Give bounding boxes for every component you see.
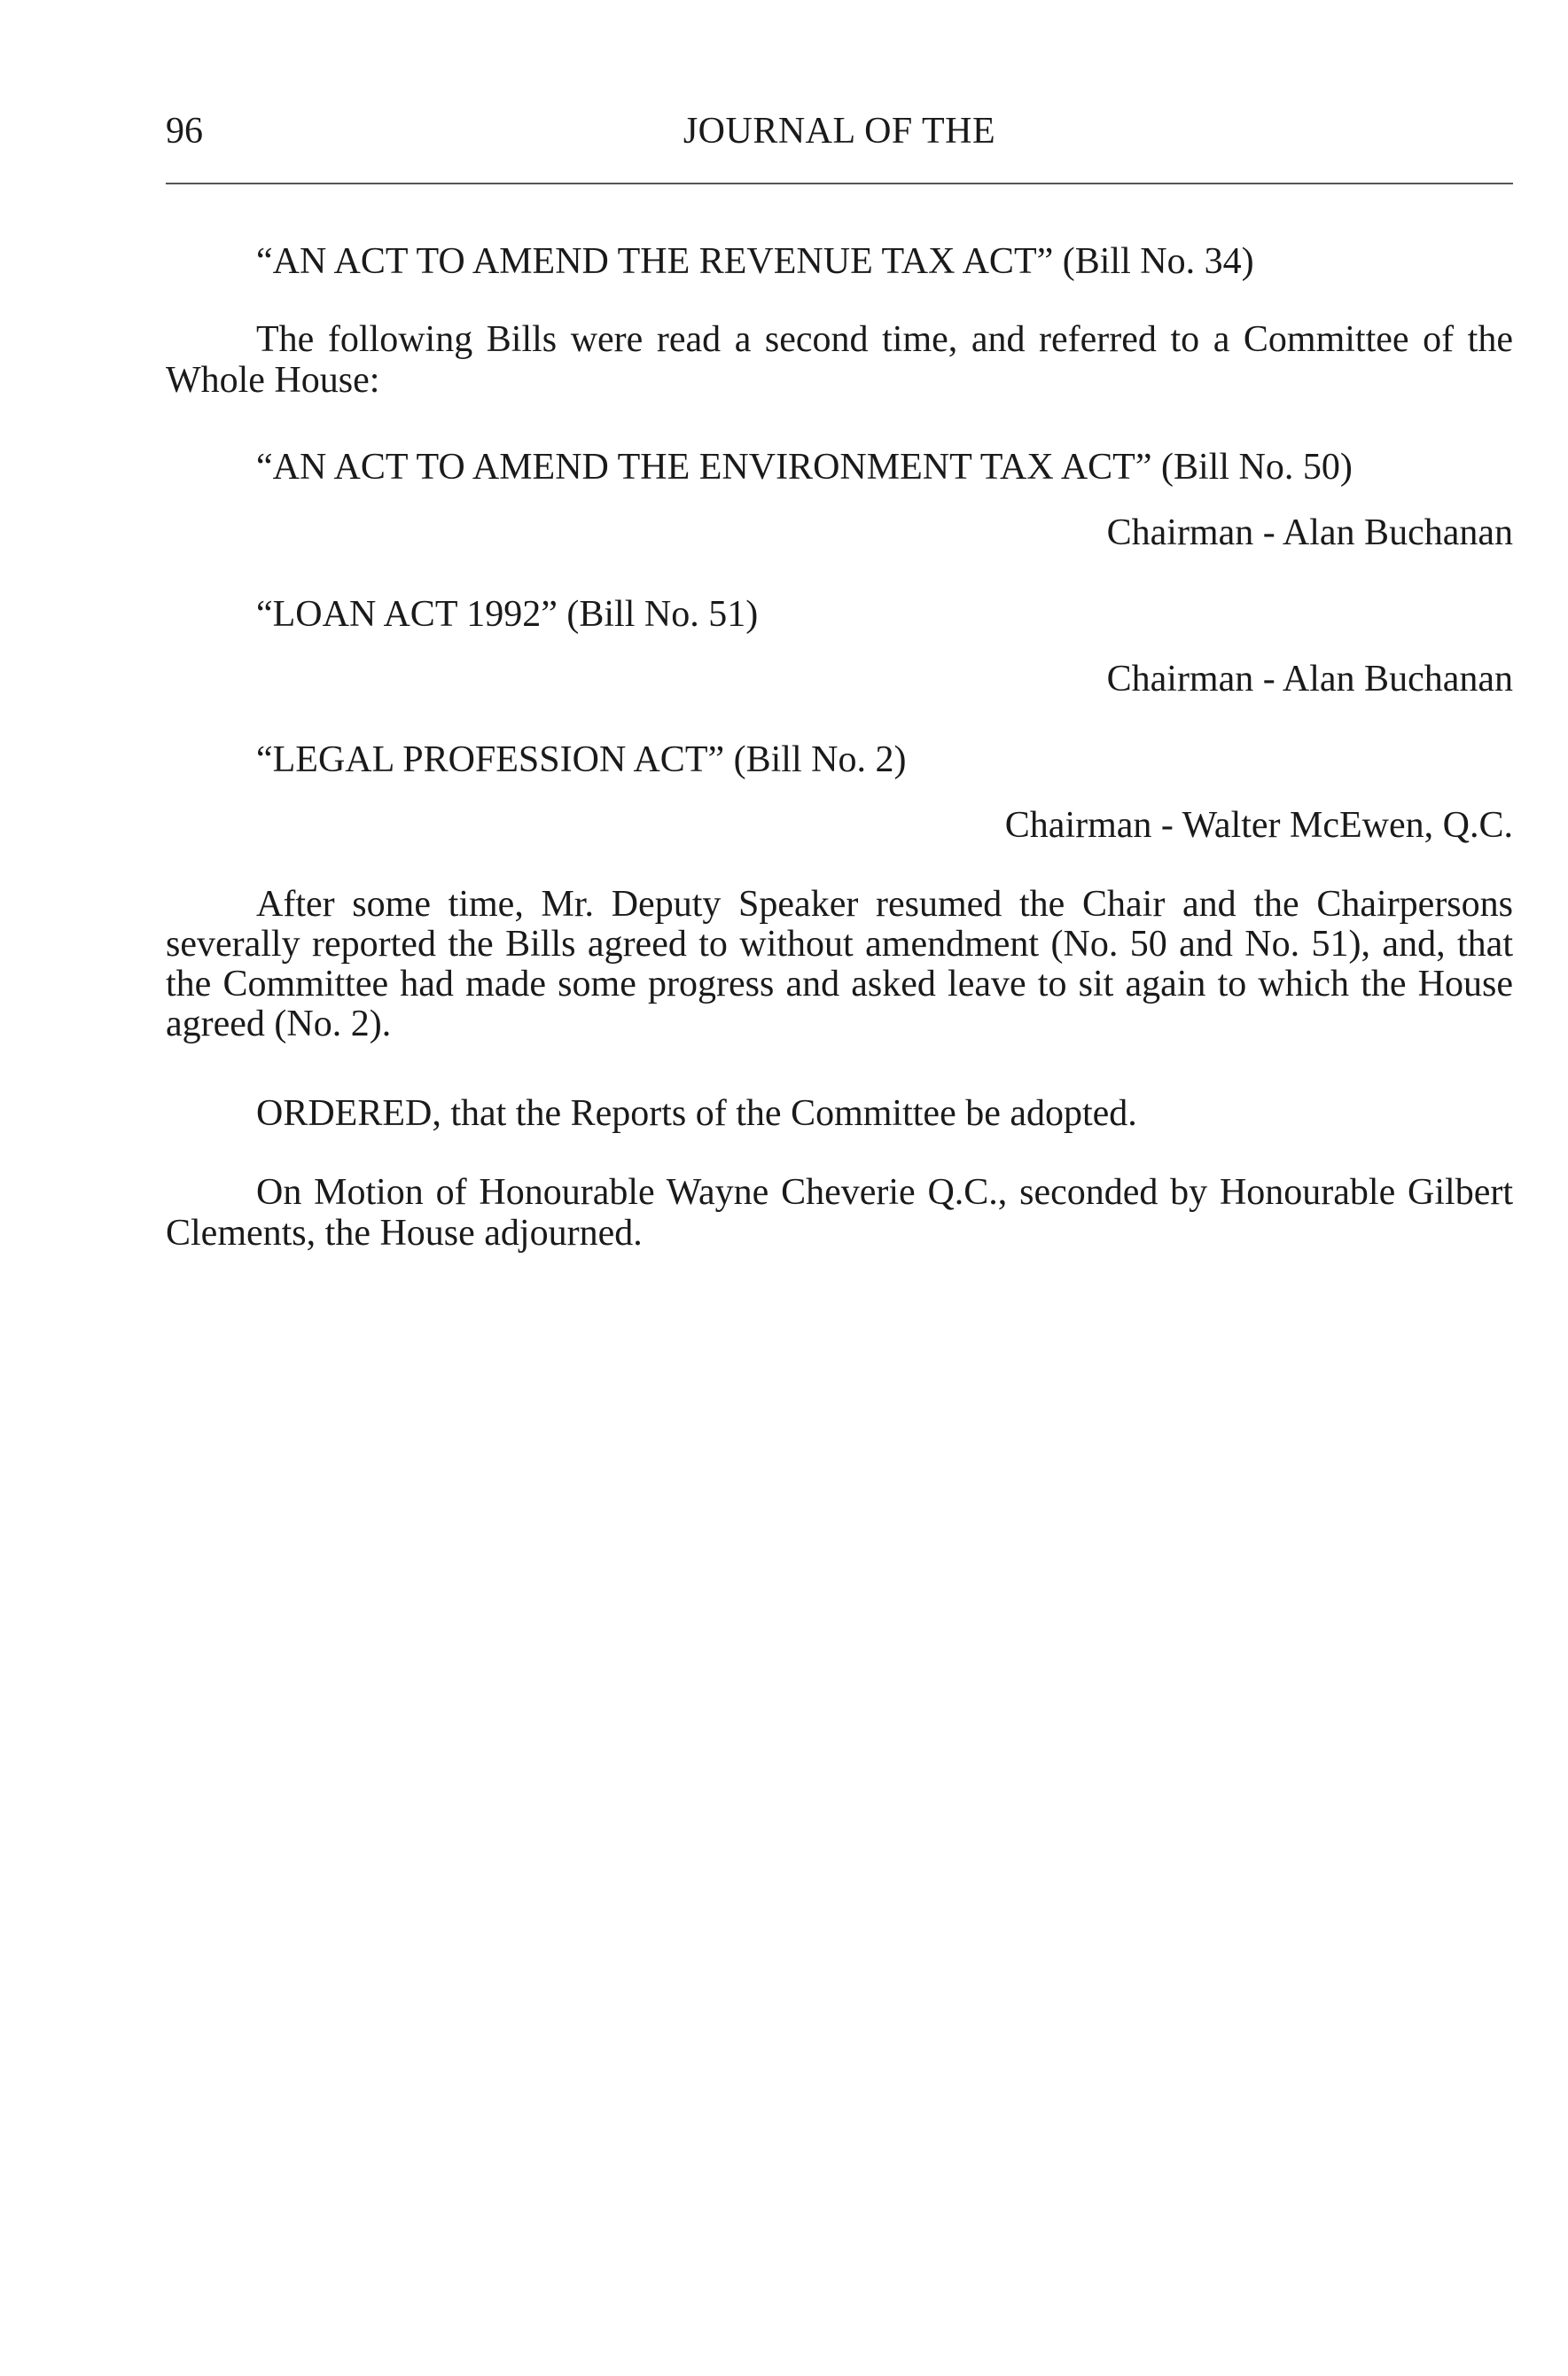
running-head: JOURNAL OF THE [683,111,996,152]
bill-loan-title: “LOAN ACT 1992” (Bill No. 51) [256,594,759,635]
header-rule [166,183,1513,184]
bill-environment-chairman: Chairman - Alan Buchanan [1106,512,1513,553]
paragraph-ordered: ORDERED, that the Reports of the Committee be adopted. [256,1093,1137,1134]
paragraph-second-reading: The following Bills were read a second time, and referred to a Committee of the Whole House: [166,319,1513,401]
bill-legal-profession-chairman: Chairman - Walter McEwen, Q.C. [1004,805,1513,846]
page-number: 96 [166,111,203,152]
bill-environment-title: “AN ACT TO AMEND THE ENVIRONMENT TAX ACT” (Bill No. 50) [256,447,1353,488]
bill-revenue-title: “AN ACT TO AMEND THE REVENUE TAX ACT” (Bill No. 34) [256,241,1254,282]
bill-loan-chairman: Chairman - Alan Buchanan [1106,659,1513,700]
paragraph-adjournment: On Motion of Honourable Wayne Cheverie Q.C., seconded by Honourable Gilbert Clements, the House adjourned. [166,1172,1513,1254]
bill-legal-profession-title: “LEGAL PROFESSION ACT” (Bill No. 2) [256,739,907,780]
page-header [166,105,1513,158]
paragraph-committee-report: After some time, Mr. Deputy Speaker resumed the Chair and the Chairpersons severally reported the Bills agreed to without amendment (No. 50 and No. 51), and, that the Committee had made some progress and asked leave to sit again to which the House agreed (No. 2). [166,884,1513,1044]
